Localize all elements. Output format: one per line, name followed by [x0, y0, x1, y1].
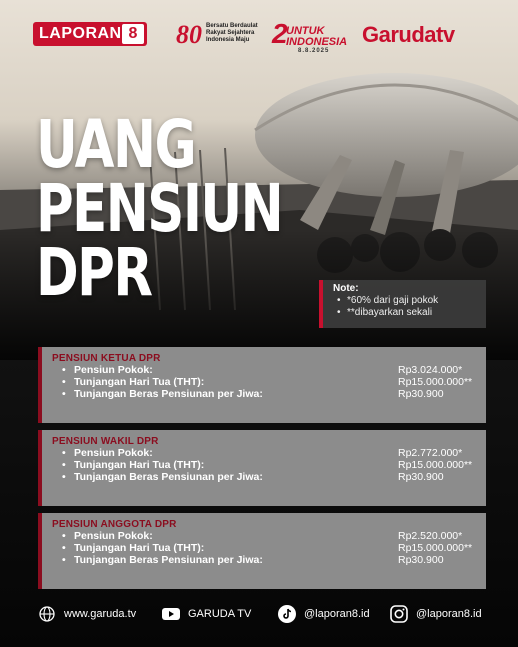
row-label: Tunjangan Beras Pensiunan per Jiwa: [74, 388, 263, 400]
footer-tiktok-text: @laporan8.id [304, 608, 370, 620]
row-label: Pensiun Pokok: [74, 447, 153, 459]
brand-bar [0, 16, 518, 56]
headline-line-1: UANG [36, 106, 196, 183]
card-row: • Pensiun Pokok: Rp2.520.000* [62, 530, 463, 542]
note-list [333, 295, 486, 319]
row-value: Rp30.900 [398, 554, 444, 566]
card-row: • Tunjangan Hari Tua (THT): Rp15.000.000** [62, 376, 473, 388]
row-label: Pensiun Pokok: [74, 530, 153, 542]
card-wakil [38, 430, 486, 506]
card-title: PENSIUN KETUA DPR [52, 353, 161, 364]
headline-line-3: DPR [36, 234, 152, 311]
untuk-indonesia-logo [272, 18, 348, 54]
card-row: • Tunjangan Beras Pensiunan per Jiwa: Rp30.900 [62, 471, 444, 483]
row-value: Rp30.900 [398, 388, 444, 400]
note-item: • **dibayarkan sekali [333, 307, 486, 319]
card-ketua [38, 347, 486, 423]
row-value: Rp2.520.000* [398, 530, 463, 542]
footer-instagram-text: @laporan8.id [416, 608, 482, 620]
row-label: Tunjangan Hari Tua (THT): [74, 376, 205, 388]
row-label: Tunjangan Beras Pensiunan per Jiwa: [74, 471, 263, 483]
youtube-icon [162, 605, 180, 623]
footer-instagram[interactable] [390, 605, 482, 623]
laporan8-logo [33, 22, 147, 46]
uid-date: 8.8.2025 [298, 48, 330, 54]
uid-number: 2 [272, 18, 288, 49]
footer-youtube[interactable] [162, 605, 251, 623]
anniversary-tagline: Bersatu Berdaulat Rakyat Sejahtera Indonesia Maju [206, 23, 258, 43]
row-value: Rp15.000.000** [398, 542, 473, 554]
row-value: Rp2.772.000* [398, 447, 463, 459]
uid-text: UNTUK INDONESIA [286, 25, 348, 48]
card-row: • Pensiun Pokok: Rp3.024.000* [62, 364, 463, 376]
row-value: Rp15.000.000** [398, 459, 473, 471]
row-label: Tunjangan Hari Tua (THT): [74, 542, 205, 554]
footer-youtube-text: GARUDA TV [188, 608, 252, 620]
card-title: PENSIUN ANGGOTA DPR [52, 519, 177, 530]
card-row: • Tunjangan Beras Pensiunan per Jiwa: Rp30.900 [62, 388, 444, 400]
laporan-logo-number: 8 [122, 24, 144, 44]
headline [36, 106, 283, 311]
card-row: • Tunjangan Beras Pensiunan per Jiwa: Rp30.900 [62, 554, 444, 566]
row-value: Rp30.900 [398, 471, 444, 483]
footer [0, 600, 518, 630]
note-item: • *60% dari gaji pokok [333, 295, 486, 307]
row-label: Tunjangan Hari Tua (THT): [74, 459, 205, 471]
anniversary-number: 80 [176, 20, 202, 49]
indonesia-80-logo [176, 20, 256, 52]
headline-line-2: PENSIUN [36, 170, 283, 247]
garudatv-logo: Garudatv [362, 22, 455, 47]
tiktok-icon [278, 605, 296, 623]
row-value: Rp15.000.000** [398, 376, 473, 388]
footer-website[interactable] [38, 605, 136, 623]
note-label: Note: [333, 283, 359, 294]
row-label: Pensiun Pokok: [74, 364, 153, 376]
row-value: Rp3.024.000* [398, 364, 463, 376]
row-label: Tunjangan Beras Pensiunan per Jiwa: [74, 554, 263, 566]
laporan-logo-text: LAPORAN [39, 25, 122, 42]
card-row: • Tunjangan Hari Tua (THT): Rp15.000.000** [62, 542, 473, 554]
card-title: PENSIUN WAKIL DPR [52, 436, 159, 447]
instagram-icon [390, 605, 408, 623]
footer-tiktok[interactable] [278, 605, 370, 623]
card-row: • Pensiun Pokok: Rp2.772.000* [62, 447, 463, 459]
note-box [319, 280, 486, 328]
card-row: • Tunjangan Hari Tua (THT): Rp15.000.000** [62, 459, 473, 471]
globe-icon [38, 605, 56, 623]
footer-website-text: www.garuda.tv [64, 608, 137, 620]
card-anggota [38, 513, 486, 589]
